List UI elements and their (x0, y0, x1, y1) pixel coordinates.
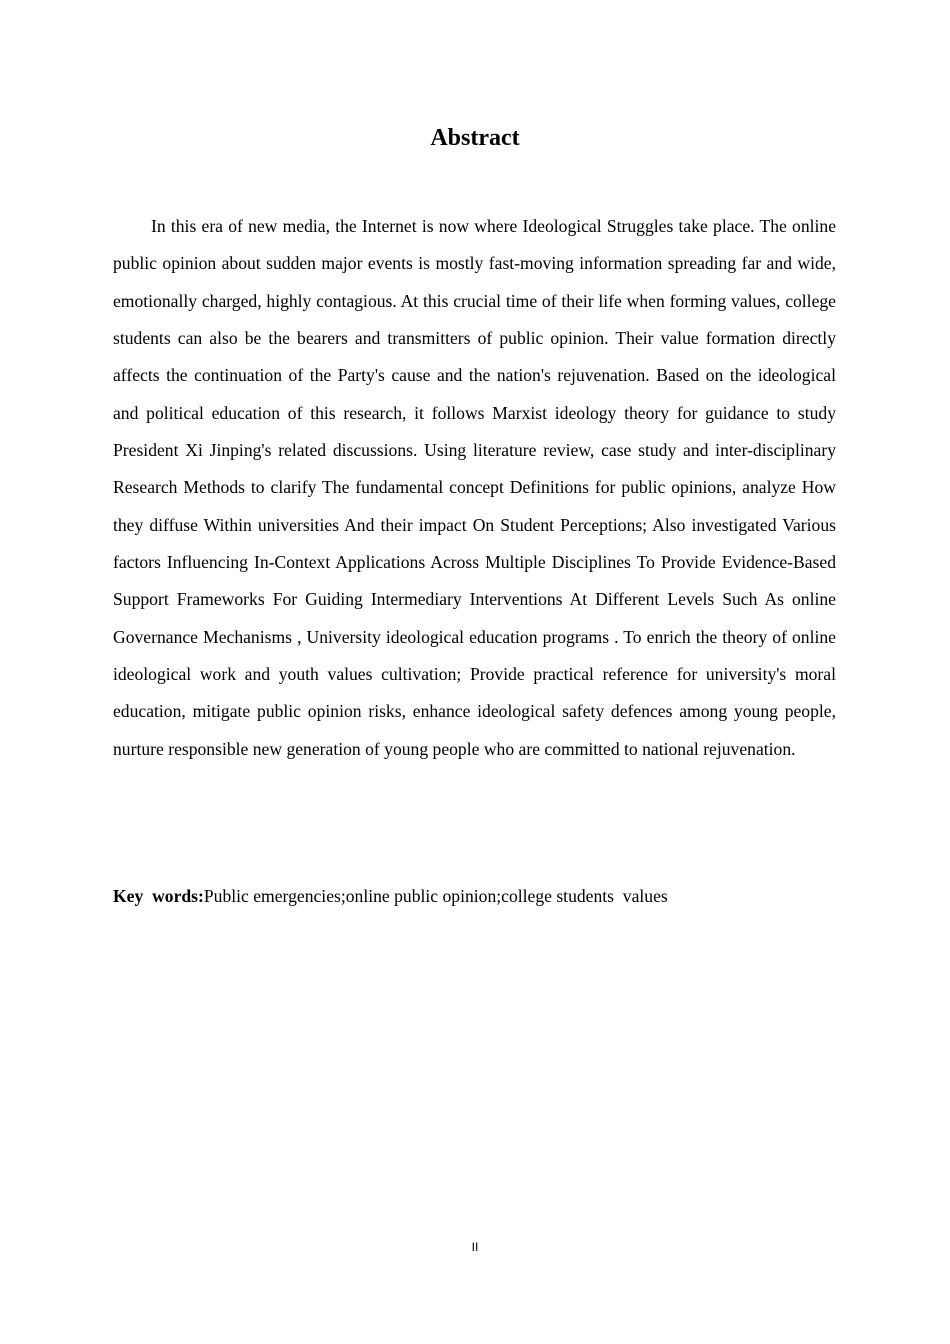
abstract-body: In this era of new media, the Internet is now where Ideological Struggles take place. The online public opinion about sudden major events is mostly fast-moving information spreading far and wide, emotionally charged, highly contagious. At this crucial time of their life when forming values, college students can also be the bearers and transmitters of public opinion. Their value formation directly affects the continuation of the Party's cause and the nation's rejuvenation. Based on the ideological and political education of this research, it follows Marxist ideology theory for guidance to study President Xi Jinping's related discussions. Using literature review, case study and inter-disciplinary Research Methods to clarify The fundamental concept Definitions for public opinions, analyze How they diffuse Within universities And their impact On Student Perceptions; Also investigated Various factors Influencing In-Context Applications Across Multiple Disciplines To Provide Evidence-Based Support Frameworks For Guiding Intermediary Interventions At Different Levels Such As online Governance Mechanisms , University ideological education programs . To enrich the theory of online ideological work and youth values cultivation; Provide practical reference for university's moral education, mitigate public opinion risks, enhance ideological safety defences among young people, nurture responsible new generation of young people who are committed to national rejuvenation. (113, 216, 836, 759)
keywords-text: Public emergencies;online public opinion;college students values (203, 886, 668, 906)
keywords-line (113, 878, 836, 914)
keywords-label: Key words: (113, 886, 204, 906)
page-number: II (471, 1240, 479, 1254)
abstract-title: Abstract (430, 125, 520, 151)
